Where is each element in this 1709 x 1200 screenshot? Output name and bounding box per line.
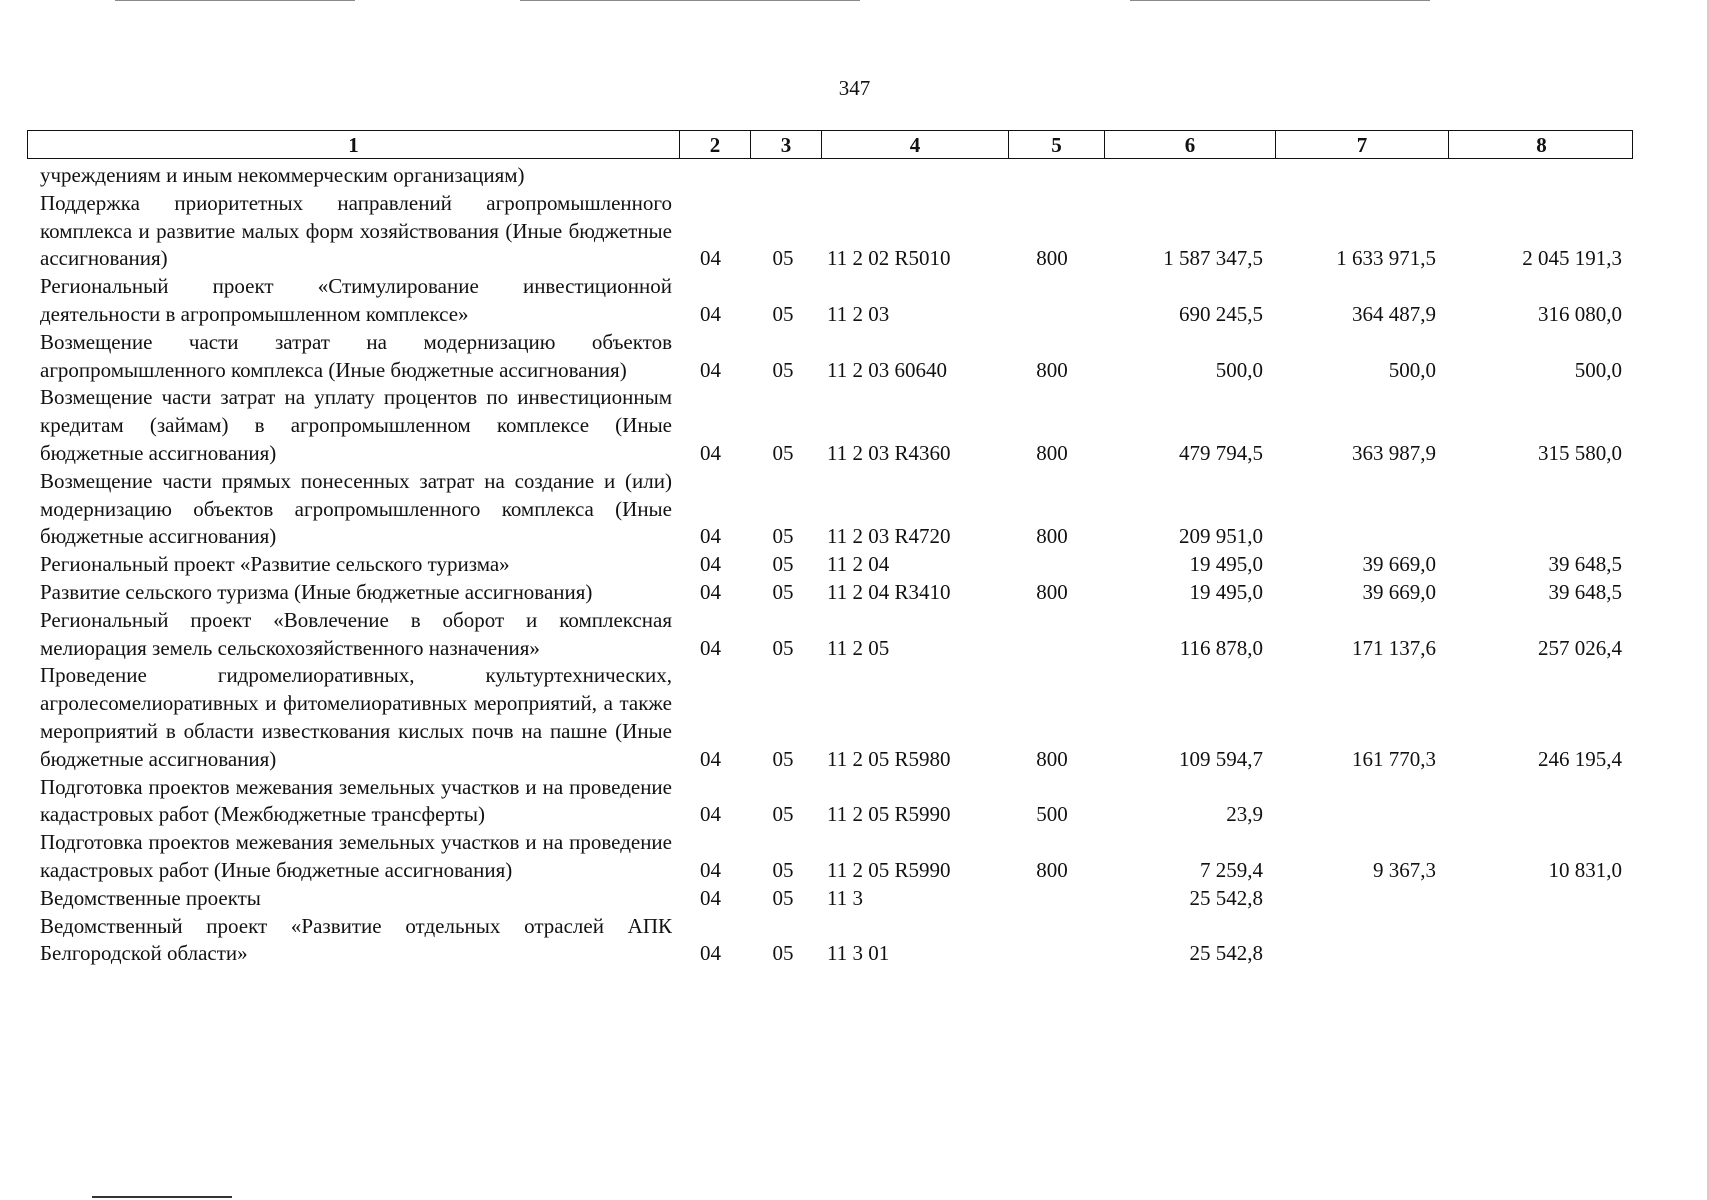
table-row [40,384,1633,467]
row-col-4: 11 2 03 [827,301,890,326]
row-col-7: 364 487,9 [1352,301,1436,326]
table-header [27,130,1633,159]
row-col-4: 11 2 03 R4720 [827,524,951,549]
row-col-2: 04 [700,885,721,910]
row-col-4: 11 2 02 R5010 [827,246,951,271]
row-col-2: 04 [700,579,721,604]
row-col-5: 800 [1036,524,1068,549]
row-description: Ведомственный проект «Развитие отдельных отраслей АПК Белгородской области» [40,913,672,966]
row-col-6: 1 587 347,5 [1163,246,1263,271]
row-col-2: 04 [700,246,721,271]
row-col-4: 11 2 04 R3410 [827,579,951,604]
row-col-6: 19 495,0 [1189,552,1263,577]
row-col-3: 05 [772,579,794,604]
table-body [40,162,1633,968]
row-col-6: 25 542,8 [1189,941,1263,966]
row-col-4: 11 2 05 R5990 [827,857,951,882]
row-col-3: 05 [772,941,794,966]
row-col-2: 04 [700,524,721,549]
row-col-6: 479 794,5 [1179,440,1263,465]
table-row [40,607,1633,663]
row-col-3: 05 [772,802,794,827]
table-row [40,468,1633,551]
row-description: Ведомственные проекты [40,885,261,910]
table-row [40,329,1633,385]
row-col-3: 05 [772,552,794,577]
row-description: Подготовка проектов межевания земельных участков и на проведение кадастровых работ (Иные бюджетные ассигнования) [40,830,672,882]
header-col-3: 3 [751,131,822,159]
row-col-4: 11 2 05 R5990 [827,802,951,827]
row-col-2: 04 [700,552,721,577]
row-description: Развитие сельского туризма (Иные бюджетные ассигнования) [40,579,593,604]
row-col-4: 11 2 05 R5980 [827,746,951,771]
row-col-7: 39 669,0 [1362,552,1436,577]
scan-top-line-left [115,0,355,1]
row-description: учреждениям и иным некоммерческим организациям) [40,163,525,187]
footer-rule [92,1196,232,1198]
scan-top-line-right [1130,0,1430,1]
header-col-4: 4 [822,131,1009,159]
header-col-8: 8 [1536,133,1547,157]
row-description: Проведение гидромелиоративных, культуртехнических, агролесомелиоративных и фитомелиоративных мероприятий, а также мероприятий в области известкования кислых почв на пашне (Иные бюджетные ассигнования) [40,663,672,771]
row-col-8: 315 580,0 [1538,440,1622,465]
row-col-4: 11 2 05 [827,635,890,660]
row-col-6: 500,0 [1215,357,1263,382]
row-col-7: 500,0 [1388,357,1436,382]
row-col-6: 7 259,4 [1200,857,1263,882]
row-col-3: 05 [772,885,794,910]
row-description: Подготовка проектов межевания земельных участков и на проведение кадастровых работ (Межбюджетные трансферты) [40,774,672,827]
row-col-5: 800 [1036,746,1068,771]
row-description: Региональный проект «Стимулирование инвестиционной деятельности в агропромышленном комплексе» [40,274,672,326]
row-col-3: 05 [772,524,794,549]
table-row [40,162,1633,190]
row-col-6: 23,9 [1226,802,1263,827]
scan-top-line-mid [520,0,860,1]
row-col-6: 25 542,8 [1189,885,1263,910]
row-col-3: 05 [772,440,794,465]
row-col-6: 19 495,0 [1189,579,1263,604]
row-col-5: 800 [1036,579,1068,604]
row-col-4: 11 2 04 [827,552,890,577]
row-description: Возмещение части затрат на модернизацию объектов агропромышленного комплекса (Иные бюджетные ассигнования) [40,329,672,382]
row-description: Региональный проект «Развитие сельского туризма» [40,552,510,577]
row-col-7: 161 770,3 [1352,746,1436,771]
row-col-8: 316 080,0 [1538,301,1622,326]
table-row [40,885,1633,913]
row-col-5: 800 [1036,857,1068,882]
row-col-2: 04 [700,357,721,382]
row-description: Региональный проект «Вовлечение в оборот и комплексная мелиорация земель сельскохозяйственного назначения» [40,607,672,660]
row-col-4: 11 3 [827,885,863,910]
row-description: Возмещение части затрат на уплату процентов по инвестиционным кредитам (займам) в агропромышленном комплексе (Иные бюджетные ассигнования) [40,385,672,465]
row-col-4: 11 3 01 [827,941,890,966]
table-row [40,829,1633,885]
header-col-7: 7 [1276,131,1449,159]
table-row [40,273,1633,329]
row-col-8: 10 831,0 [1548,857,1622,882]
row-col-8: 39 648,5 [1548,552,1622,577]
row-col-2: 04 [700,301,721,326]
row-col-2: 04 [700,857,721,882]
row-col-8: 257 026,4 [1538,635,1622,660]
row-col-2: 04 [700,746,721,771]
row-col-4: 11 2 03 60640 [827,357,947,382]
header-col-1: 1 [28,131,680,159]
row-col-5: 800 [1036,357,1068,382]
row-col-5: 800 [1036,246,1068,271]
row-col-7: 9 367,3 [1373,857,1436,882]
row-col-5: 500 [1036,802,1068,827]
row-col-7: 39 669,0 [1362,579,1436,604]
row-col-3: 05 [772,857,794,882]
row-col-3: 05 [772,301,794,326]
page-number: 347 [838,76,871,100]
row-col-8: 39 648,5 [1548,579,1622,604]
row-description: Поддержка приоритетных направлений агропромышленного комплекса и развитие малых форм хозяйствования (Иные бюджетные ассигнования) [40,190,672,271]
row-col-5: 800 [1036,440,1068,465]
header-col-5: 5 [1009,131,1105,159]
table-row [40,913,1633,969]
row-description: Возмещение части прямых понесенных затрат на создание и (или) модернизацию объектов агропромышленного комплекса (Иные бюджетные ассигнования) [40,468,672,549]
row-col-2: 04 [700,941,721,966]
row-col-7: 1 633 971,5 [1336,246,1436,271]
row-col-7: 171 137,6 [1352,635,1436,660]
row-col-7: 363 987,9 [1352,440,1436,465]
row-col-8: 246 195,4 [1538,746,1622,771]
row-col-4: 11 2 03 R4360 [827,440,951,465]
row-col-2: 04 [700,440,721,465]
row-col-6: 109 594,7 [1179,746,1263,771]
row-col-2: 04 [700,802,721,827]
row-col-3: 05 [772,635,794,660]
row-col-6: 209 951,0 [1179,524,1263,549]
row-col-2: 04 [700,635,721,660]
row-col-8: 2 045 191,3 [1522,246,1622,271]
table-row [40,579,1633,607]
row-col-3: 05 [772,357,794,382]
table-row [40,190,1633,273]
table-row [40,551,1633,579]
row-col-8: 500,0 [1574,357,1622,382]
row-col-6: 116 878,0 [1179,635,1263,660]
header-col-2: 2 [680,131,751,159]
row-col-3: 05 [772,246,794,271]
table-row [40,774,1633,830]
row-col-6: 690 245,5 [1179,301,1263,326]
header-col-6: 6 [1105,131,1276,159]
table-row [40,662,1633,773]
row-col-3: 05 [772,746,794,771]
